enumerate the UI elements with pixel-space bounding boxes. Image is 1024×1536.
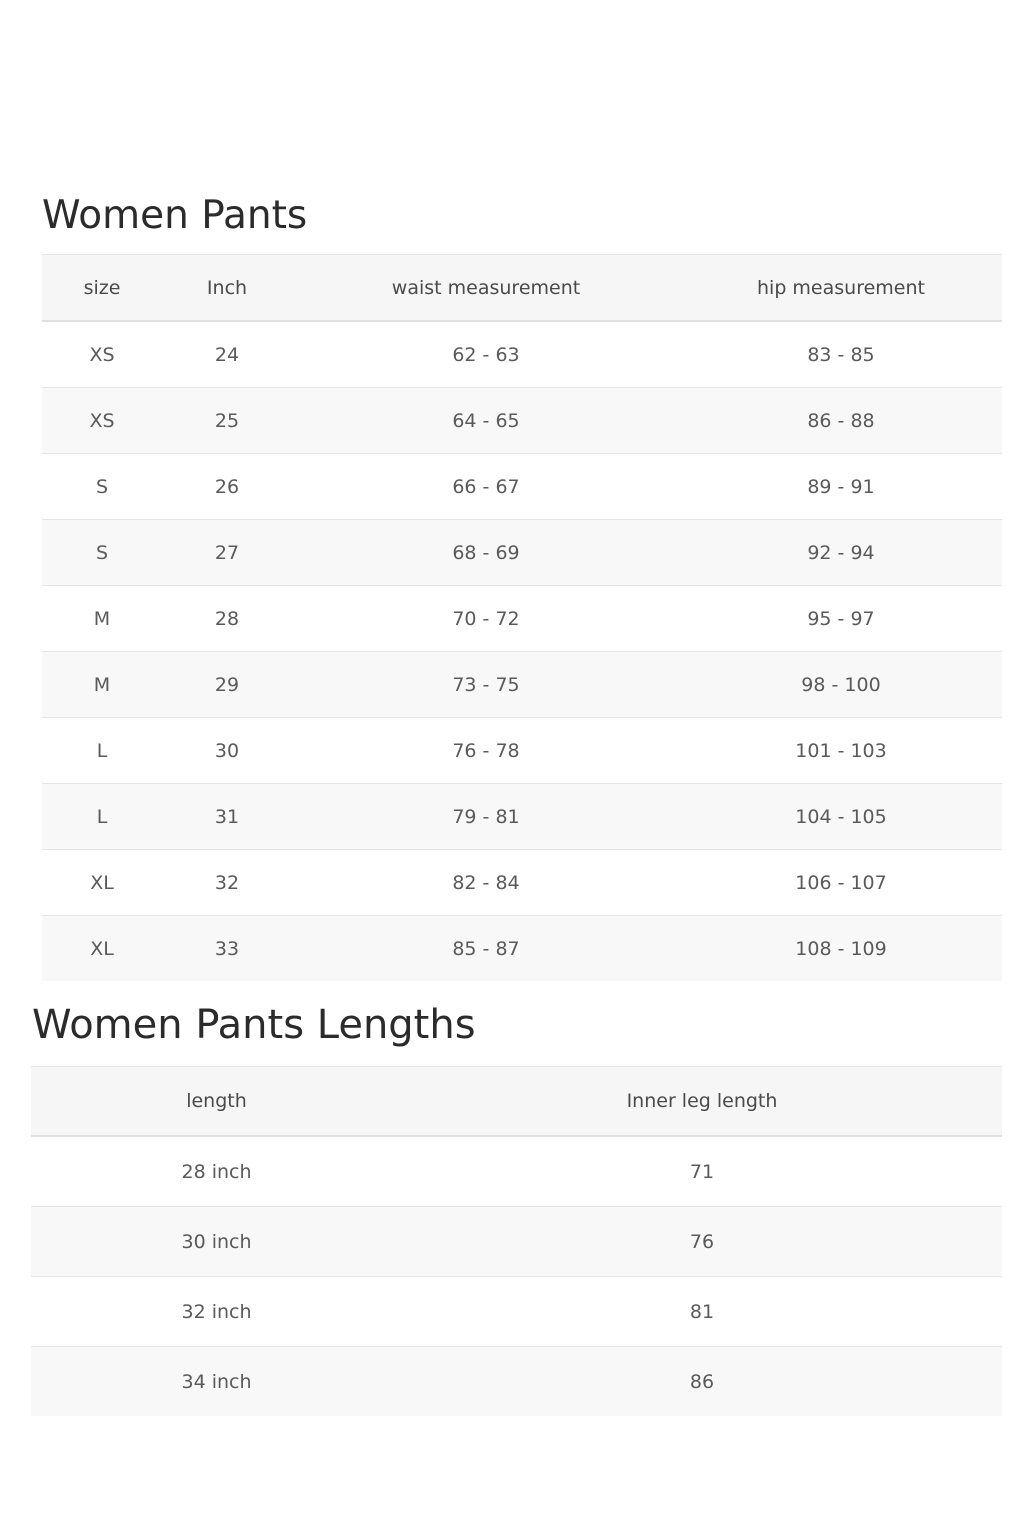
table-header-row: [31, 1067, 1002, 1137]
size-cell: L: [42, 718, 162, 784]
inch-cell: 31: [162, 784, 292, 850]
waist-cell: 68 - 69: [292, 520, 680, 586]
size-cell: XS: [42, 388, 162, 454]
table-row: [42, 454, 1002, 520]
waist-cell: 70 - 72: [292, 586, 680, 652]
size-cell: XL: [42, 850, 162, 916]
table-row: [42, 652, 1002, 718]
pants-lengths-table: [31, 1066, 1002, 1416]
size-cell: S: [42, 454, 162, 520]
column-header-waist: waist measurement: [292, 255, 680, 322]
hip-cell: 89 - 91: [680, 454, 1002, 520]
inch-cell: 32: [162, 850, 292, 916]
column-header-size: size: [42, 255, 162, 322]
table-row: [42, 916, 1002, 982]
column-header-inner-leg: Inner leg length: [402, 1067, 1002, 1137]
inch-cell: 28: [162, 586, 292, 652]
column-header-inch: Inch: [162, 255, 292, 322]
hip-cell: 106 - 107: [680, 850, 1002, 916]
waist-cell: 62 - 63: [292, 321, 680, 388]
table-row: [42, 388, 1002, 454]
length-cell: 28 inch: [31, 1136, 402, 1207]
table-header-row: [42, 255, 1002, 322]
waist-cell: 66 - 67: [292, 454, 680, 520]
inch-cell: 26: [162, 454, 292, 520]
table-row: [31, 1347, 1002, 1417]
column-header-hip: hip measurement: [680, 255, 1002, 322]
waist-cell: 64 - 65: [292, 388, 680, 454]
hip-cell: 92 - 94: [680, 520, 1002, 586]
table-row: [31, 1277, 1002, 1347]
waist-cell: 73 - 75: [292, 652, 680, 718]
inner-leg-cell: 76: [402, 1207, 1002, 1277]
length-cell: 30 inch: [31, 1207, 402, 1277]
inner-leg-cell: 86: [402, 1347, 1002, 1417]
hip-cell: 83 - 85: [680, 321, 1002, 388]
size-cell: S: [42, 520, 162, 586]
inch-cell: 24: [162, 321, 292, 388]
size-cell: M: [42, 586, 162, 652]
inch-cell: 29: [162, 652, 292, 718]
waist-cell: 82 - 84: [292, 850, 680, 916]
length-cell: 32 inch: [31, 1277, 402, 1347]
size-cell: XS: [42, 321, 162, 388]
length-cell: 34 inch: [31, 1347, 402, 1417]
table-row: [42, 718, 1002, 784]
inch-cell: 27: [162, 520, 292, 586]
hip-cell: 95 - 97: [680, 586, 1002, 652]
table-row: [31, 1207, 1002, 1277]
size-cell: M: [42, 652, 162, 718]
inner-leg-cell: 71: [402, 1136, 1002, 1207]
waist-cell: 76 - 78: [292, 718, 680, 784]
inch-cell: 30: [162, 718, 292, 784]
table-row: [42, 784, 1002, 850]
table-row: [31, 1136, 1002, 1207]
waist-cell: 85 - 87: [292, 916, 680, 982]
hip-cell: 108 - 109: [680, 916, 1002, 982]
pants-size-table: [42, 254, 1002, 981]
hip-cell: 101 - 103: [680, 718, 1002, 784]
pants-lengths-title: Women Pants Lengths: [32, 1002, 476, 1048]
hip-cell: 104 - 105: [680, 784, 1002, 850]
inch-cell: 25: [162, 388, 292, 454]
table-row: [42, 520, 1002, 586]
waist-cell: 79 - 81: [292, 784, 680, 850]
size-cell: L: [42, 784, 162, 850]
table-row: [42, 321, 1002, 388]
table-row: [42, 586, 1002, 652]
inch-cell: 33: [162, 916, 292, 982]
hip-cell: 98 - 100: [680, 652, 1002, 718]
inner-leg-cell: 81: [402, 1277, 1002, 1347]
pants-size-title: Women Pants: [42, 193, 308, 238]
hip-cell: 86 - 88: [680, 388, 1002, 454]
size-cell: XL: [42, 916, 162, 982]
table-row: [42, 850, 1002, 916]
column-header-length: length: [31, 1067, 402, 1137]
